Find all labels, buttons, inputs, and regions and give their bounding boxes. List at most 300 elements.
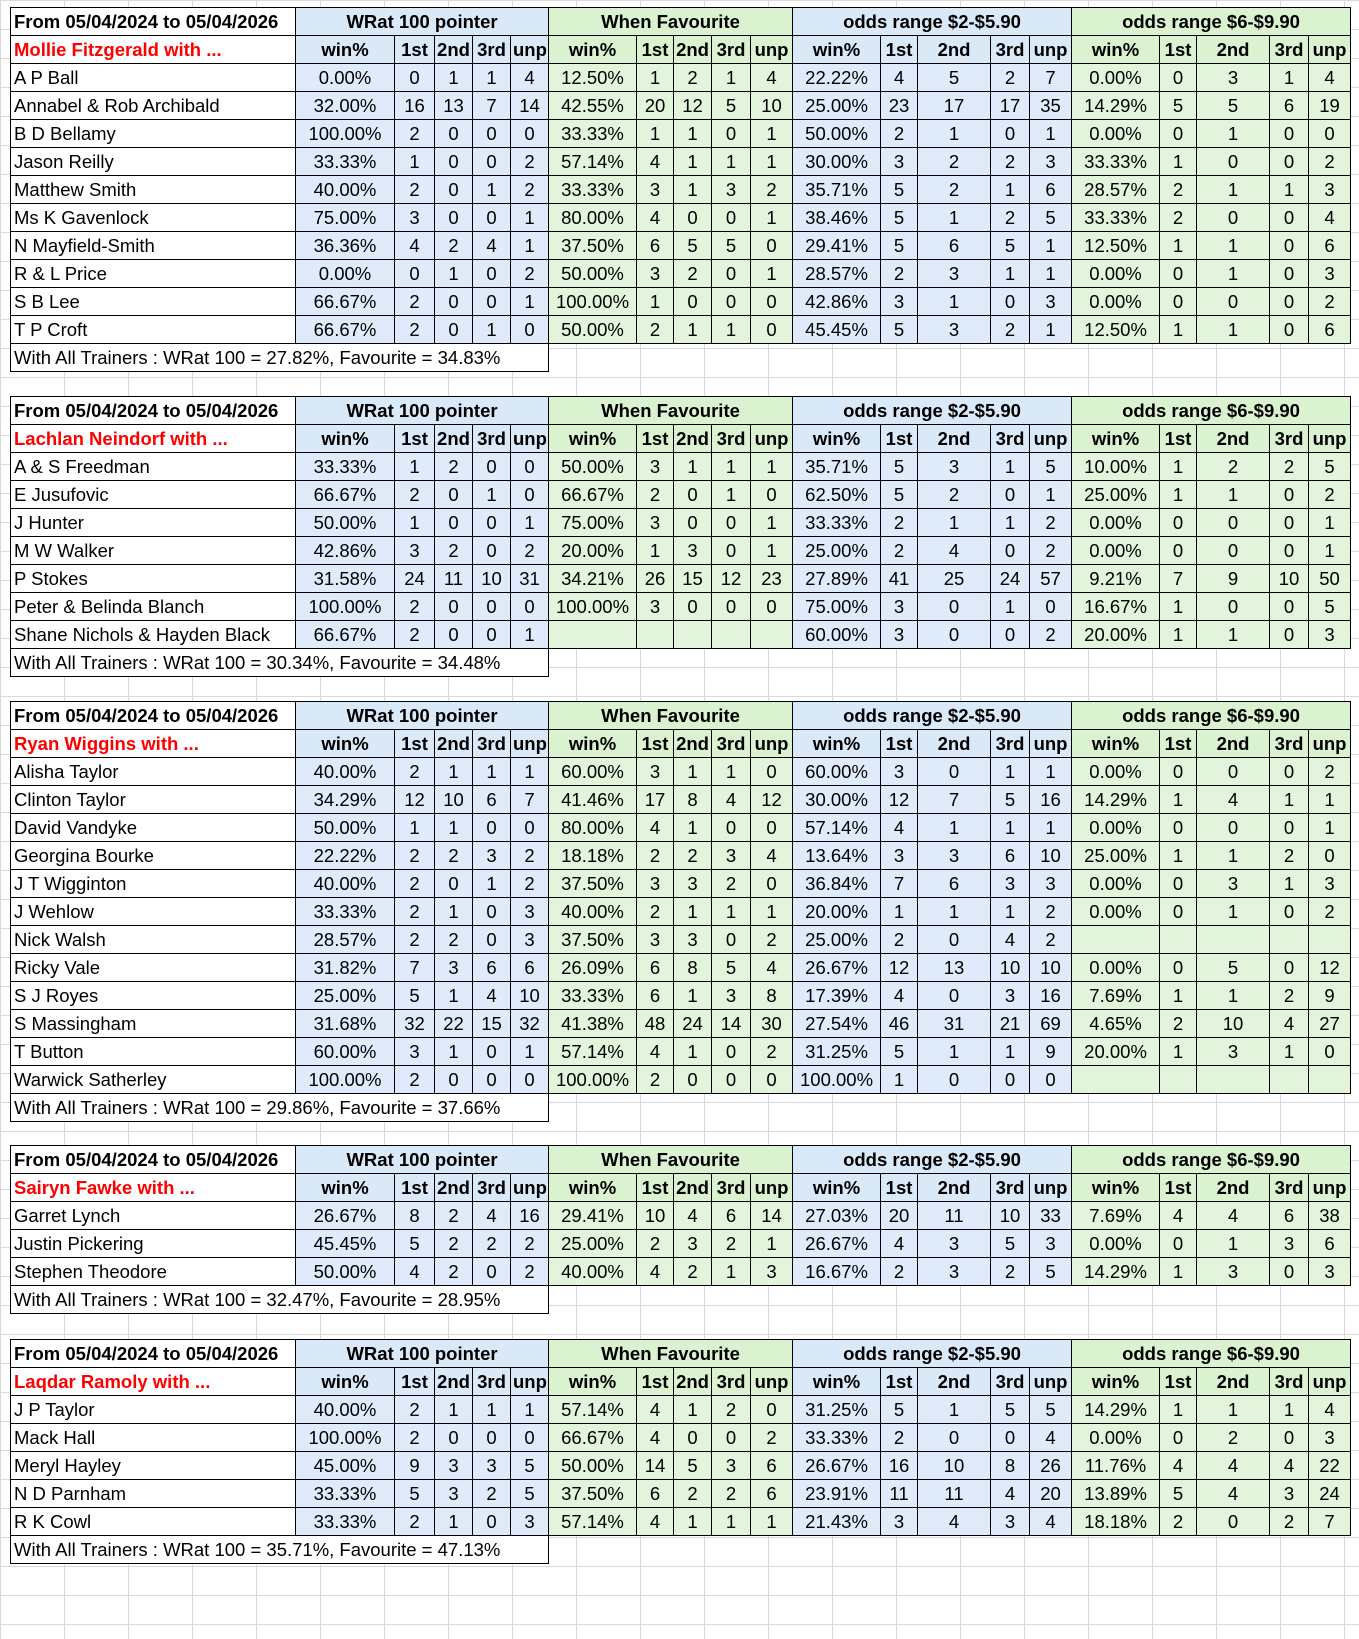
- odds-2-5-90-first-cell: 41: [881, 565, 918, 593]
- wrat-second-cell: 0: [435, 204, 473, 232]
- odds-2-5-90-second-cell: 6: [918, 232, 991, 260]
- odds-2-5-90-third-cell: 1: [991, 260, 1030, 288]
- odds-6-9-90-third-cell: 0: [1270, 1258, 1309, 1286]
- favourite-second-cell: 1: [674, 176, 712, 204]
- wrat-second-cell: 0: [435, 1424, 473, 1452]
- trainer-name: Ricky Vale: [11, 954, 296, 982]
- wrat-first-cell: 5: [395, 982, 435, 1010]
- odds-2-5-90-second-cell: 3: [918, 316, 991, 344]
- favourite-second-cell: 1: [674, 148, 712, 176]
- favourite-win-pct-cell: 34.21%: [549, 565, 637, 593]
- wrat-first-cell: 2: [395, 758, 435, 786]
- summary-row: [11, 1536, 1351, 1564]
- wrat-win-pct-cell: 22.22%: [296, 842, 395, 870]
- summary-row: [11, 649, 1351, 677]
- date-range-header: From 05/04/2024 to 05/04/2026: [11, 702, 296, 730]
- wrat-unplaced-cell: 1: [511, 621, 549, 649]
- second-column-header: 2nd: [674, 730, 712, 758]
- odds-6-9-90-group-header: odds range $6-$9.90: [1072, 1146, 1351, 1174]
- odds-6-9-90-third-cell: 6: [1270, 92, 1309, 120]
- trainer-name: S B Lee: [11, 288, 296, 316]
- wrat-win-pct-cell: 36.36%: [296, 232, 395, 260]
- favourite-second-cell: 2: [674, 1480, 712, 1508]
- wrat-first-cell: 2: [395, 316, 435, 344]
- odds-6-9-90-first-cell: 2: [1160, 1508, 1197, 1536]
- odds-2-5-90-first-cell: 2: [881, 1424, 918, 1452]
- favourite-unplaced-cell: 0: [751, 1066, 793, 1094]
- favourite-unplaced-cell: 23: [751, 565, 793, 593]
- wrat-second-cell: 1: [435, 64, 473, 92]
- favourite-win-pct-cell: 33.33%: [549, 176, 637, 204]
- jockey-trainer-table: [10, 701, 1351, 1122]
- odds-2-5-90-third-cell: 0: [991, 537, 1030, 565]
- stats-table: [10, 701, 1351, 1122]
- wrat-second-cell: 0: [435, 316, 473, 344]
- odds-2-5-90-second-cell: 11: [918, 1480, 991, 1508]
- favourite-second-cell: 1: [674, 1508, 712, 1536]
- favourite-win-pct-cell: 41.38%: [549, 1010, 637, 1038]
- favourite-win-pct-cell: 26.09%: [549, 954, 637, 982]
- odds-6-9-90-unplaced-cell: 2: [1309, 898, 1351, 926]
- trainer-name: M W Walker: [11, 537, 296, 565]
- favourite-win-pct-cell: 80.00%: [549, 814, 637, 842]
- second-column-header: 2nd: [1197, 1174, 1270, 1202]
- favourite-first-cell: 10: [637, 1202, 674, 1230]
- favourite-third-cell: 0: [712, 509, 751, 537]
- table-row: [11, 537, 1351, 565]
- odds-2-5-90-second-cell: 1: [918, 1038, 991, 1066]
- odds-2-5-90-unplaced-cell: 16: [1030, 786, 1072, 814]
- table-row: [11, 204, 1351, 232]
- odds-2-5-90-third-cell: 1: [991, 814, 1030, 842]
- wrat-first-cell: 2: [395, 926, 435, 954]
- odds-2-5-90-second-cell: 0: [918, 758, 991, 786]
- favourite-second-cell: 2: [674, 1258, 712, 1286]
- favourite-unplaced-cell: 1: [751, 509, 793, 537]
- odds-2-5-90-third-cell: 6: [991, 842, 1030, 870]
- win-pct-column-header: win%: [793, 425, 881, 453]
- favourite-first-cell: 3: [637, 260, 674, 288]
- date-range-header: From 05/04/2024 to 05/04/2026: [11, 8, 296, 36]
- odds-6-9-90-third-cell: 0: [1270, 593, 1309, 621]
- odds-2-5-90-third-cell: 10: [991, 954, 1030, 982]
- win-pct-column-header: win%: [793, 36, 881, 64]
- odds-2-5-90-third-cell: 1: [991, 1038, 1030, 1066]
- odds-6-9-90-first-cell: 0: [1160, 870, 1197, 898]
- odds-2-5-90-win-pct-cell: 57.14%: [793, 814, 881, 842]
- odds-6-9-90-second-cell: 0: [1197, 288, 1270, 316]
- odds-6-9-90-first-cell: 0: [1160, 288, 1197, 316]
- table-row: [11, 758, 1351, 786]
- unplaced-column-header: unp: [751, 36, 793, 64]
- favourite-unplaced-cell: 1: [751, 537, 793, 565]
- first-column-header: 1st: [1160, 730, 1197, 758]
- wrat-win-pct-cell: 33.33%: [296, 148, 395, 176]
- trainer-name: J Wehlow: [11, 898, 296, 926]
- odds-6-9-90-third-cell: 0: [1270, 148, 1309, 176]
- trainer-name: R & L Price: [11, 260, 296, 288]
- trainer-name: T P Croft: [11, 316, 296, 344]
- odds-2-5-90-win-pct-cell: 16.67%: [793, 1258, 881, 1286]
- odds-2-5-90-third-cell: 0: [991, 621, 1030, 649]
- win-pct-column-header: win%: [296, 36, 395, 64]
- odds-2-5-90-win-pct-cell: 26.67%: [793, 1230, 881, 1258]
- favourite-win-pct-cell: 37.50%: [549, 926, 637, 954]
- group-header-row: [11, 1146, 1351, 1174]
- odds-2-5-90-group-header: odds range $2-$5.90: [793, 1146, 1072, 1174]
- win-pct-column-header: win%: [793, 1368, 881, 1396]
- odds-6-9-90-unplaced-cell: 3: [1309, 870, 1351, 898]
- favourite-first-cell: 4: [637, 204, 674, 232]
- second-column-header: 2nd: [435, 36, 473, 64]
- favourite-unplaced-cell: 1: [751, 148, 793, 176]
- odds-2-5-90-second-cell: 1: [918, 204, 991, 232]
- odds-2-5-90-first-cell: 3: [881, 288, 918, 316]
- odds-2-5-90-second-cell: 0: [918, 926, 991, 954]
- wrat-unplaced-cell: 2: [511, 1258, 549, 1286]
- first-column-header: 1st: [881, 1368, 918, 1396]
- odds-6-9-90-win-pct-cell: 0.00%: [1072, 814, 1160, 842]
- odds-2-5-90-second-cell: 3: [918, 842, 991, 870]
- first-column-header: 1st: [637, 36, 674, 64]
- favourite-third-cell: 3: [712, 176, 751, 204]
- odds-2-5-90-win-pct-cell: 25.00%: [793, 537, 881, 565]
- wrat-unplaced-cell: 2: [511, 537, 549, 565]
- wrat-third-cell: 0: [473, 1424, 511, 1452]
- win-pct-column-header: win%: [793, 1174, 881, 1202]
- favourite-second-cell: 15: [674, 565, 712, 593]
- favourite-second-cell: 0: [674, 288, 712, 316]
- odds-2-5-90-win-pct-cell: 60.00%: [793, 758, 881, 786]
- odds-6-9-90-first-cell: 1: [1160, 621, 1197, 649]
- trainer-name: N D Parnham: [11, 1480, 296, 1508]
- wrat-first-cell: 1: [395, 453, 435, 481]
- odds-6-9-90-third-cell: 0: [1270, 537, 1309, 565]
- trainer-name: J T Wigginton: [11, 870, 296, 898]
- odds-2-5-90-third-cell: 1: [991, 509, 1030, 537]
- odds-6-9-90-win-pct-cell: 7.69%: [1072, 982, 1160, 1010]
- table-row: [11, 260, 1351, 288]
- odds-6-9-90-second-cell: 3: [1197, 64, 1270, 92]
- odds-6-9-90-first-cell: 2: [1160, 204, 1197, 232]
- odds-6-9-90-second-cell: 0: [1197, 1508, 1270, 1536]
- odds-6-9-90-win-pct-cell: [1072, 1066, 1160, 1094]
- favourite-third-cell: 0: [712, 1038, 751, 1066]
- wrat-win-pct-cell: 31.68%: [296, 1010, 395, 1038]
- group-header-row: [11, 1340, 1351, 1368]
- wrat-unplaced-cell: 0: [511, 120, 549, 148]
- wrat-third-cell: 0: [473, 453, 511, 481]
- odds-6-9-90-first-cell: 4: [1160, 1202, 1197, 1230]
- wrat-win-pct-cell: 26.67%: [296, 1202, 395, 1230]
- date-range-header: From 05/04/2024 to 05/04/2026: [11, 1146, 296, 1174]
- odds-2-5-90-win-pct-cell: 28.57%: [793, 260, 881, 288]
- odds-2-5-90-third-cell: 5: [991, 786, 1030, 814]
- odds-6-9-90-win-pct-cell: 28.57%: [1072, 176, 1160, 204]
- odds-2-5-90-win-pct-cell: 27.54%: [793, 1010, 881, 1038]
- favourite-win-pct-cell: 40.00%: [549, 1258, 637, 1286]
- odds-2-5-90-unplaced-cell: 4: [1030, 1424, 1072, 1452]
- wrat-unplaced-cell: 0: [511, 814, 549, 842]
- wrat-first-cell: 0: [395, 260, 435, 288]
- odds-6-9-90-win-pct-cell: 33.33%: [1072, 148, 1160, 176]
- odds-6-9-90-third-cell: 1: [1270, 176, 1309, 204]
- favourite-third-cell: 2: [712, 1230, 751, 1258]
- wrat-first-cell: 4: [395, 232, 435, 260]
- trainer-name: N Mayfield-Smith: [11, 232, 296, 260]
- second-column-header: 2nd: [674, 1368, 712, 1396]
- favourite-third-cell: 0: [712, 260, 751, 288]
- wrat-third-cell: 1: [473, 64, 511, 92]
- wrat-group-header: WRat 100 pointer: [296, 702, 549, 730]
- odds-6-9-90-first-cell: 1: [1160, 982, 1197, 1010]
- wrat-first-cell: 3: [395, 537, 435, 565]
- first-column-header: 1st: [395, 1368, 435, 1396]
- odds-6-9-90-second-cell: 3: [1197, 1038, 1270, 1066]
- odds-6-9-90-win-pct-cell: 0.00%: [1072, 870, 1160, 898]
- odds-6-9-90-unplaced-cell: 6: [1309, 316, 1351, 344]
- wrat-unplaced-cell: 1: [511, 288, 549, 316]
- wrat-first-cell: 1: [395, 148, 435, 176]
- unplaced-column-header: unp: [1309, 1368, 1351, 1396]
- odds-2-5-90-win-pct-cell: 26.67%: [793, 954, 881, 982]
- wrat-second-cell: 1: [435, 814, 473, 842]
- odds-6-9-90-win-pct-cell: 13.89%: [1072, 1480, 1160, 1508]
- table-row: [11, 64, 1351, 92]
- odds-6-9-90-win-pct-cell: 0.00%: [1072, 260, 1160, 288]
- trainer-name: Stephen Theodore: [11, 1258, 296, 1286]
- wrat-unplaced-cell: 0: [511, 453, 549, 481]
- wrat-unplaced-cell: 2: [511, 870, 549, 898]
- unplaced-column-header: unp: [1309, 1174, 1351, 1202]
- group-header-row: [11, 397, 1351, 425]
- table-row: [11, 786, 1351, 814]
- unplaced-column-header: unp: [511, 730, 549, 758]
- favourite-group-header: When Favourite: [549, 1146, 793, 1174]
- favourite-first-cell: 4: [637, 814, 674, 842]
- favourite-win-pct-cell: [549, 621, 637, 649]
- win-pct-column-header: win%: [1072, 1368, 1160, 1396]
- odds-6-9-90-group-header: odds range $6-$9.90: [1072, 8, 1351, 36]
- trainer-name: Alisha Taylor: [11, 758, 296, 786]
- odds-6-9-90-win-pct-cell: 0.00%: [1072, 537, 1160, 565]
- table-row: [11, 954, 1351, 982]
- wrat-second-cell: 0: [435, 593, 473, 621]
- favourite-first-cell: [637, 621, 674, 649]
- favourite-win-pct-cell: 42.55%: [549, 92, 637, 120]
- table-row: [11, 621, 1351, 649]
- wrat-third-cell: 0: [473, 593, 511, 621]
- wrat-third-cell: 0: [473, 288, 511, 316]
- wrat-second-cell: 2: [435, 842, 473, 870]
- odds-2-5-90-second-cell: 1: [918, 898, 991, 926]
- favourite-first-cell: 26: [637, 565, 674, 593]
- odds-2-5-90-first-cell: 20: [881, 1202, 918, 1230]
- all-trainers-summary: With All Trainers : WRat 100 = 35.71%, Favourite = 47.13%: [11, 1536, 549, 1564]
- odds-6-9-90-win-pct-cell: 20.00%: [1072, 621, 1160, 649]
- trainer-name: Peter & Belinda Blanch: [11, 593, 296, 621]
- trainer-name: Meryl Hayley: [11, 1452, 296, 1480]
- favourite-unplaced-cell: 0: [751, 481, 793, 509]
- wrat-second-cell: 0: [435, 176, 473, 204]
- date-range-header: From 05/04/2024 to 05/04/2026: [11, 397, 296, 425]
- odds-6-9-90-third-cell: 1: [1270, 1038, 1309, 1066]
- favourite-unplaced-cell: 14: [751, 1202, 793, 1230]
- favourite-win-pct-cell: 100.00%: [549, 593, 637, 621]
- third-column-header: 3rd: [473, 36, 511, 64]
- favourite-third-cell: 1: [712, 148, 751, 176]
- odds-2-5-90-first-cell: 11: [881, 1480, 918, 1508]
- trainer-name: Warwick Satherley: [11, 1066, 296, 1094]
- favourite-third-cell: 0: [712, 120, 751, 148]
- second-column-header: 2nd: [918, 1174, 991, 1202]
- third-column-header: 3rd: [1270, 36, 1309, 64]
- odds-6-9-90-win-pct-cell: 0.00%: [1072, 758, 1160, 786]
- favourite-win-pct-cell: 50.00%: [549, 1452, 637, 1480]
- wrat-first-cell: 2: [395, 1396, 435, 1424]
- all-trainers-summary: With All Trainers : WRat 100 = 29.86%, Favourite = 37.66%: [11, 1094, 549, 1122]
- odds-6-9-90-unplaced-cell: 3: [1309, 176, 1351, 204]
- wrat-second-cell: 1: [435, 1508, 473, 1536]
- wrat-first-cell: 2: [395, 288, 435, 316]
- odds-2-5-90-win-pct-cell: 35.71%: [793, 453, 881, 481]
- wrat-first-cell: 2: [395, 1424, 435, 1452]
- odds-2-5-90-first-cell: 1: [881, 1066, 918, 1094]
- favourite-unplaced-cell: 0: [751, 758, 793, 786]
- favourite-third-cell: 0: [712, 1424, 751, 1452]
- odds-2-5-90-unplaced-cell: 69: [1030, 1010, 1072, 1038]
- win-pct-column-header: win%: [296, 1368, 395, 1396]
- odds-6-9-90-unplaced-cell: 7: [1309, 1508, 1351, 1536]
- third-column-header: 3rd: [991, 36, 1030, 64]
- wrat-first-cell: 1: [395, 509, 435, 537]
- odds-2-5-90-first-cell: 3: [881, 842, 918, 870]
- wrat-first-cell: 2: [395, 176, 435, 204]
- favourite-win-pct-cell: 33.33%: [549, 982, 637, 1010]
- wrat-unplaced-cell: 6: [511, 954, 549, 982]
- wrat-first-cell: 12: [395, 786, 435, 814]
- wrat-second-cell: 1: [435, 758, 473, 786]
- wrat-first-cell: 2: [395, 1066, 435, 1094]
- wrat-first-cell: 7: [395, 954, 435, 982]
- odds-6-9-90-third-cell: 1: [1270, 786, 1309, 814]
- jockey-name-header: Mollie Fitzgerald with ...: [11, 36, 296, 64]
- wrat-unplaced-cell: 5: [511, 1480, 549, 1508]
- odds-2-5-90-first-cell: 12: [881, 786, 918, 814]
- odds-2-5-90-first-cell: 3: [881, 593, 918, 621]
- wrat-third-cell: 1: [473, 758, 511, 786]
- odds-6-9-90-win-pct-cell: 0.00%: [1072, 898, 1160, 926]
- favourite-first-cell: 4: [637, 1396, 674, 1424]
- odds-2-5-90-unplaced-cell: 2: [1030, 509, 1072, 537]
- wrat-group-header: WRat 100 pointer: [296, 1146, 549, 1174]
- third-column-header: 3rd: [473, 1174, 511, 1202]
- win-pct-column-header: win%: [549, 425, 637, 453]
- table-row: [11, 1396, 1351, 1424]
- favourite-first-cell: 2: [637, 1066, 674, 1094]
- odds-2-5-90-win-pct-cell: 42.86%: [793, 288, 881, 316]
- odds-6-9-90-win-pct-cell: 10.00%: [1072, 453, 1160, 481]
- odds-6-9-90-second-cell: 1: [1197, 120, 1270, 148]
- wrat-win-pct-cell: 40.00%: [296, 870, 395, 898]
- wrat-second-cell: 0: [435, 1066, 473, 1094]
- win-pct-column-header: win%: [296, 1174, 395, 1202]
- odds-6-9-90-third-cell: 0: [1270, 509, 1309, 537]
- second-column-header: 2nd: [918, 425, 991, 453]
- odds-6-9-90-second-cell: 1: [1197, 1230, 1270, 1258]
- win-pct-column-header: win%: [1072, 730, 1160, 758]
- odds-2-5-90-group-header: odds range $2-$5.90: [793, 1340, 1072, 1368]
- favourite-first-cell: 6: [637, 232, 674, 260]
- odds-2-5-90-unplaced-cell: 3: [1030, 1230, 1072, 1258]
- unplaced-column-header: unp: [511, 1174, 549, 1202]
- odds-2-5-90-second-cell: 2: [918, 481, 991, 509]
- third-column-header: 3rd: [1270, 730, 1309, 758]
- trainer-name: S Massingham: [11, 1010, 296, 1038]
- wrat-first-cell: 16: [395, 92, 435, 120]
- odds-2-5-90-first-cell: 46: [881, 1010, 918, 1038]
- unplaced-column-header: unp: [751, 1368, 793, 1396]
- odds-6-9-90-unplaced-cell: 4: [1309, 204, 1351, 232]
- odds-2-5-90-first-cell: 4: [881, 982, 918, 1010]
- odds-2-5-90-first-cell: 3: [881, 758, 918, 786]
- date-range-header: From 05/04/2024 to 05/04/2026: [11, 1340, 296, 1368]
- third-column-header: 3rd: [991, 730, 1030, 758]
- wrat-second-cell: 1: [435, 1038, 473, 1066]
- odds-6-9-90-second-cell: 0: [1197, 148, 1270, 176]
- wrat-unplaced-cell: 0: [511, 481, 549, 509]
- odds-6-9-90-win-pct-cell: 0.00%: [1072, 120, 1160, 148]
- first-column-header: 1st: [395, 730, 435, 758]
- odds-2-5-90-first-cell: 2: [881, 509, 918, 537]
- odds-6-9-90-unplaced-cell: [1309, 1066, 1351, 1094]
- wrat-unplaced-cell: 1: [511, 1396, 549, 1424]
- jockey-name-header: Lachlan Neindorf with ...: [11, 425, 296, 453]
- odds-6-9-90-second-cell: 10: [1197, 1010, 1270, 1038]
- odds-2-5-90-win-pct-cell: 33.33%: [793, 1424, 881, 1452]
- odds-2-5-90-first-cell: 12: [881, 954, 918, 982]
- odds-6-9-90-second-cell: [1197, 926, 1270, 954]
- odds-6-9-90-second-cell: 5: [1197, 92, 1270, 120]
- odds-6-9-90-third-cell: 0: [1270, 814, 1309, 842]
- second-column-header: 2nd: [918, 1368, 991, 1396]
- favourite-unplaced-cell: 0: [751, 232, 793, 260]
- favourite-win-pct-cell: 33.33%: [549, 120, 637, 148]
- favourite-group-header: When Favourite: [549, 702, 793, 730]
- odds-2-5-90-first-cell: 5: [881, 1396, 918, 1424]
- wrat-unplaced-cell: 14: [511, 92, 549, 120]
- wrat-win-pct-cell: 100.00%: [296, 1424, 395, 1452]
- summary-row: [11, 1286, 1351, 1314]
- odds-2-5-90-win-pct-cell: 22.22%: [793, 64, 881, 92]
- empty-cells: [549, 344, 1351, 372]
- wrat-win-pct-cell: 100.00%: [296, 593, 395, 621]
- odds-6-9-90-unplaced-cell: 4: [1309, 64, 1351, 92]
- wrat-first-cell: 1: [395, 814, 435, 842]
- wrat-win-pct-cell: 66.67%: [296, 316, 395, 344]
- favourite-third-cell: 0: [712, 926, 751, 954]
- favourite-second-cell: 1: [674, 316, 712, 344]
- favourite-second-cell: 4: [674, 1202, 712, 1230]
- wrat-first-cell: 5: [395, 1230, 435, 1258]
- third-column-header: 3rd: [712, 1174, 751, 1202]
- odds-6-9-90-second-cell: [1197, 1066, 1270, 1094]
- favourite-third-cell: 1: [712, 64, 751, 92]
- odds-6-9-90-first-cell: 1: [1160, 1396, 1197, 1424]
- jockey-name-header: Ryan Wiggins with ...: [11, 730, 296, 758]
- odds-6-9-90-win-pct-cell: 14.29%: [1072, 1396, 1160, 1424]
- odds-2-5-90-unplaced-cell: 26: [1030, 1452, 1072, 1480]
